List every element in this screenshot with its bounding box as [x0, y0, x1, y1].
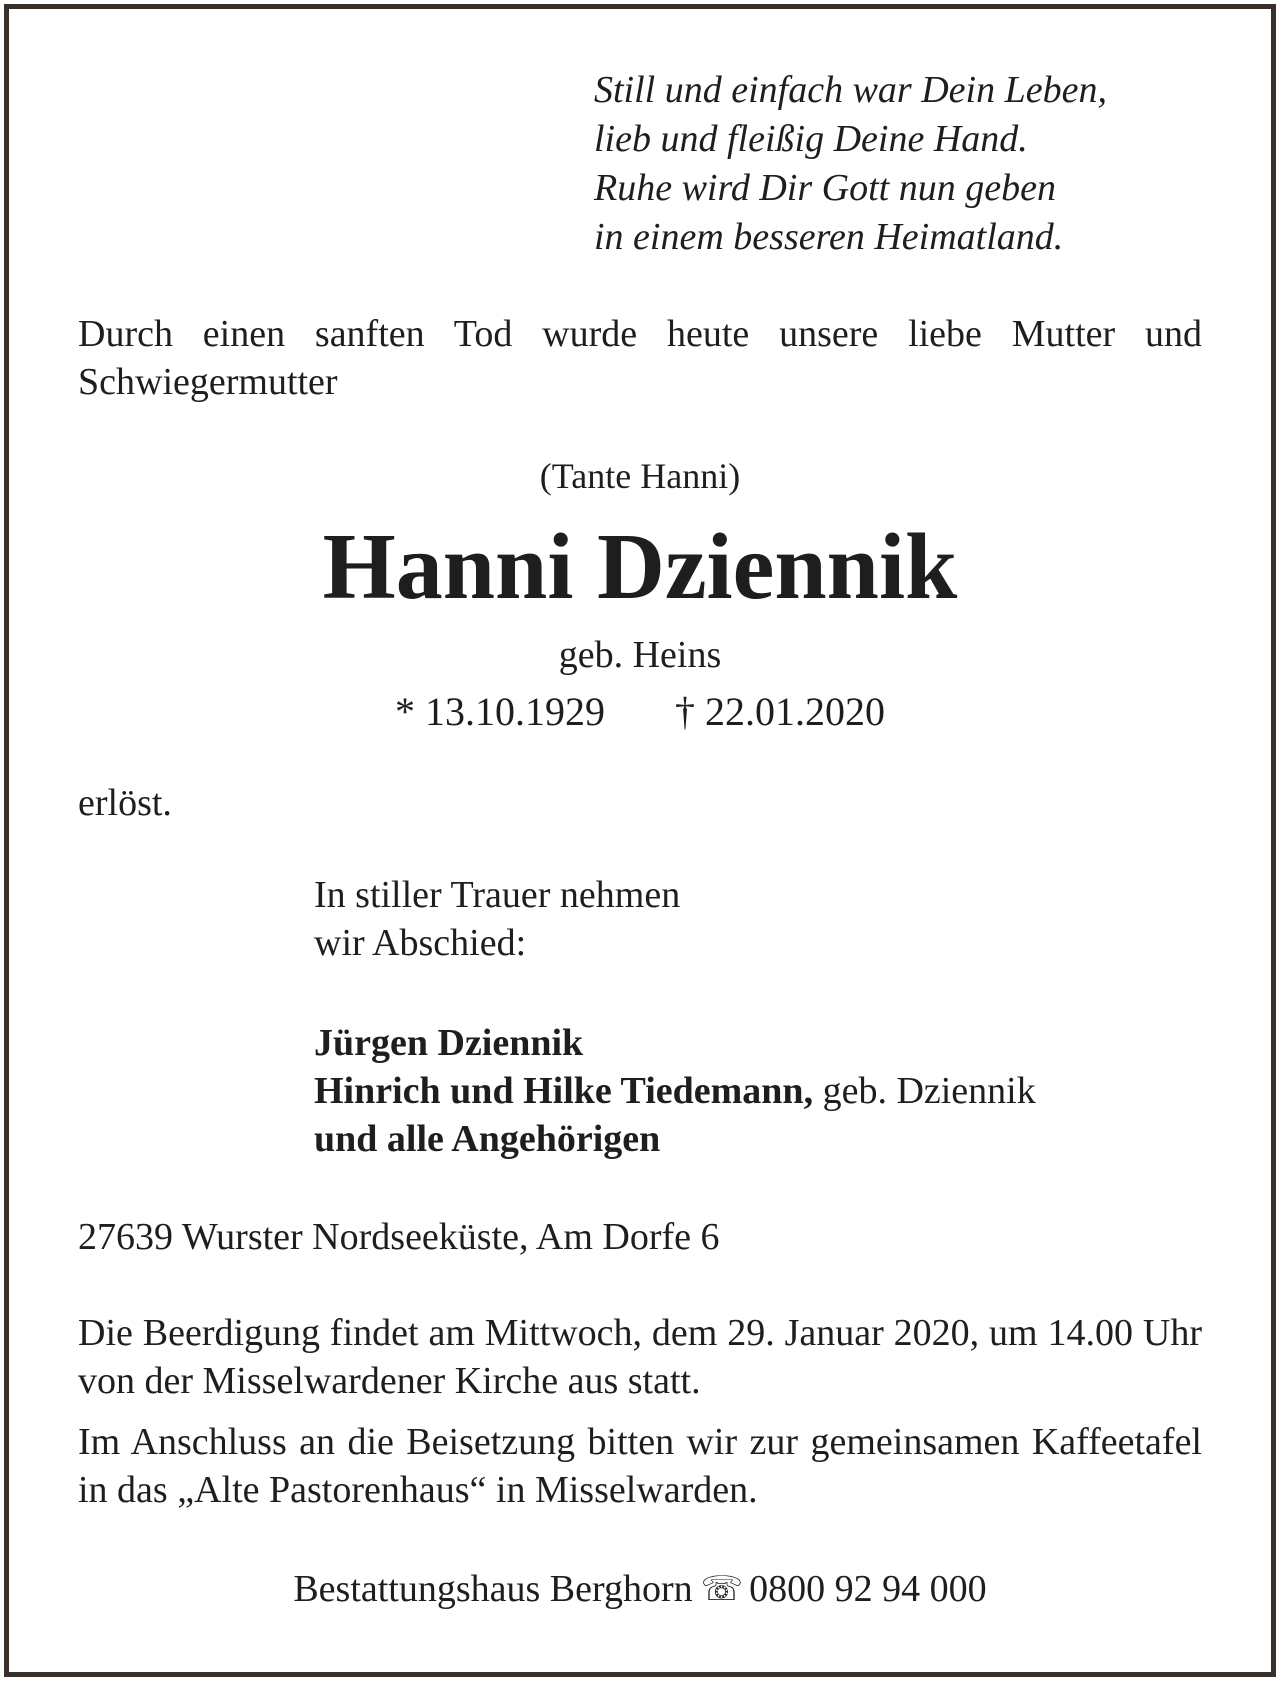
undertaker-name: Bestattungshaus Berghorn	[293, 1568, 693, 1610]
mourning-line: In stiller Trauer nehmen	[314, 874, 681, 916]
poem	[594, 66, 1107, 262]
maiden-name: geb. Heins	[558, 634, 722, 676]
birth-date: * 13.10.1929	[395, 689, 605, 734]
undertaker	[0, 1565, 1280, 1613]
family-member	[314, 1067, 1036, 1115]
deceased-nickname: (Tante Hanni)	[539, 456, 741, 496]
death-date: † 22.01.2020	[675, 689, 885, 734]
family-list	[314, 1019, 1036, 1163]
mourning-text	[314, 871, 680, 967]
family-member-name: und alle Angehörigen	[314, 1118, 661, 1160]
funeral-notice: Die Beerdigung findet am Mittwoch, dem 29. Januar 2020, um 14.00 Uhr von der Misselwardener Kirche aus statt.	[78, 1312, 1202, 1402]
undertaker-phone: 0800 92 94 000	[749, 1568, 987, 1610]
address: 27639 Wurster Nordseeküste, Am Dorfe 6	[78, 1216, 720, 1258]
family-member	[314, 1115, 1036, 1163]
phone-icon: ☏	[700, 1569, 744, 1609]
family-member-note: geb. Dziennik	[813, 1070, 1036, 1112]
family-member-name: Hinrich und Hilke Tiedemann,	[314, 1070, 814, 1112]
family-member	[314, 1019, 1036, 1067]
poem-line: lieb und fleißig Deine Hand.	[594, 118, 1028, 160]
deceased-name: Hanni Dziennik	[322, 515, 958, 619]
poem-line: in einem besseren Heimatland.	[594, 216, 1064, 258]
reception-notice: Im Anschluss an die Beisetzung bitten wir zur gemeinsamen Kaffeetafel in das „Alte Pastorenhaus“ in Misselwarden.	[78, 1421, 1202, 1511]
intro-text: Durch einen sanften Tod wurde heute unsere liebe Mutter und Schwiegermutter	[78, 313, 1202, 403]
family-member-name: Jürgen Dziennik	[314, 1022, 584, 1064]
life-dates	[0, 688, 1280, 736]
closing-word: erlöst.	[78, 782, 172, 824]
mourning-line: wir Abschied:	[314, 922, 527, 964]
poem-line: Still und einfach war Dein Leben,	[594, 69, 1107, 111]
poem-line: Ruhe wird Dir Gott nun geben	[594, 167, 1056, 209]
